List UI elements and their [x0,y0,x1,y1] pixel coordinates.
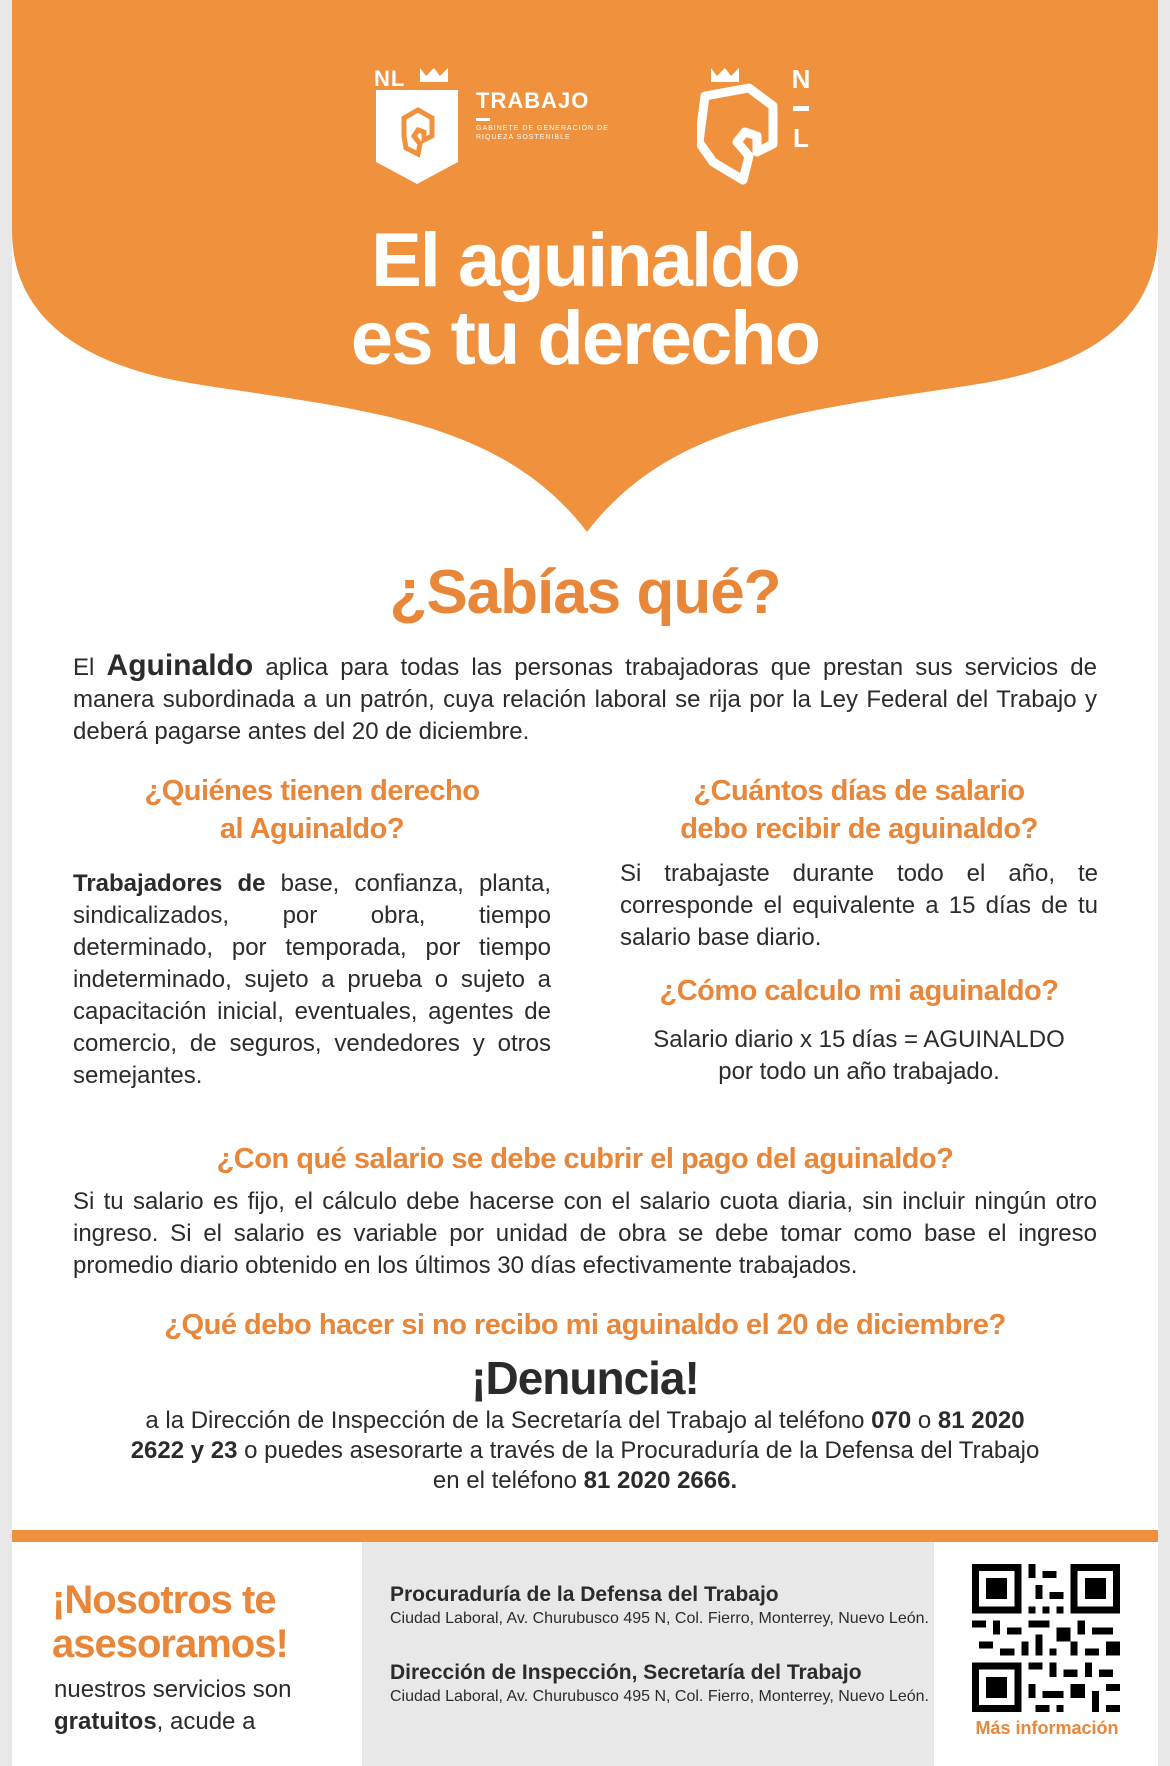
quienes-title-line2: al Aguinaldo? [219,813,405,845]
office2-address: Ciudad Laboral, Av. Churubusco 495 N, Col. Fierro, Monterrey, Nuevo León. [390,1688,929,1705]
logo-subtitle: GABINETE DE GENERACIÓN DE RIQUEZA SOSTENIBLE [476,125,609,141]
denuncia-section [73,1306,1097,1496]
page-border-right [1158,0,1170,1766]
footer-divider [12,1530,1158,1542]
nl-emblem-icon [697,66,787,188]
footer-note-bold: gratuitos [54,1708,157,1735]
intro-paragraph [73,650,1097,748]
hero-banner [12,0,1158,540]
logo-nl-text: NL [374,66,406,91]
denuncia-question: ¿Qué debo hacer si no recibo mi aguinaldo el 20 de diciembre? [164,1309,1006,1341]
footer-note [54,1674,354,1738]
intro-prefix: El [73,654,95,681]
logo-dash [476,118,490,121]
footer-slogan [52,1578,352,1666]
nl-vertical-letters [789,66,813,151]
calculo-formula [620,1024,1098,1088]
denuncia-or: o [917,1407,932,1434]
quienes-body-rest: base, confianza, planta, sindicalizados, por obra, tiempo determinado, por temporada, por tiempo indeterminado, sujeto a prueba o sujeto a capacitación inicial, eventuales, agentes de comercio, de seguros, vendedores y otros semejantes. [73,870,552,1089]
qr-code-icon[interactable] [972,1564,1120,1712]
denuncia-text [73,1406,1097,1496]
denuncia-text2: o puedes asesorarte a través de la Procuraduría de la Defensa del Trabajo en el teléfono [244,1437,1040,1494]
nl-letter-n: N [791,64,811,94]
hero-title [12,218,1158,381]
cuantos-body: Si trabajaste durante todo el año, te corresponde el equivalente a 15 días de tu salario base diario. [620,860,1098,951]
office-inspeccion [390,1660,930,1708]
hero-title-line1: El aguinaldo [371,218,799,303]
salario-body: Si tu salario es fijo, el cálculo debe hacerse con el salario cuota diaria, sin incluir ningún otro ingreso. Si el salario es variable por unidad de obra se debe tomar como base el ingreso promedio diario obtenido en los últimos 30 días efectivamente trabajados. [73,1188,1097,1279]
logo-trabajo-text: TRABAJO [476,88,590,113]
denuncia-phone1: 070 [871,1407,912,1434]
quienes-title-line1: ¿Quiénes tienen derecho [144,775,480,807]
cuantos-title-line2: debo recibir de aguinaldo? [680,813,1038,845]
hero-title-line2: es tu derecho [350,296,820,381]
office1-title: Procuraduría de la Defensa del Trabajo [390,1583,779,1606]
quienes-column [73,772,551,1092]
cuantos-title-line1: ¿Cuántos días de salario [693,775,1025,807]
salario-title: ¿Con qué salario se debe cubrir el pago del aguinaldo? [216,1143,954,1175]
footer-slogan-line2: asesoramos! [52,1622,288,1666]
qr-label[interactable]: Más información [975,1718,1119,1738]
denuncia-phone3: 81 2020 2666. [583,1467,738,1494]
trabajo-logo [374,66,634,186]
denuncia-phone2: 81 2020 2622 y 23 [130,1407,1025,1464]
nl-letter-dash [793,106,809,111]
quienes-title [73,772,551,848]
intro-bold: Aguinaldo [106,649,254,682]
nl-letter-l: L [793,123,809,153]
offices-panel [362,1542,934,1766]
intro-rest: aplica para todas las personas trabajadoras que prestan sus servicios de manera subordinada a un patrón, cuya relación laboral se rija por la Ley Federal del Trabajo y deberá pagarse antes del 20 de diciembre. [73,654,1097,745]
office2-title: Dirección de Inspección, Secretaría del Trabajo [390,1661,862,1684]
calculo-title: ¿Cómo calculo mi aguinaldo? [659,975,1059,1007]
denuncia-title: ¡Denuncia! [471,1352,699,1404]
cuantos-column [620,772,1098,1088]
footer-note-prefix: nuestros servicios son [54,1676,292,1703]
footer-slogan-line1: ¡Nosotros te [52,1578,276,1622]
denuncia-text1: a la Dirección de Inspección de la Secretaría del Trabajo al teléfono [145,1407,865,1434]
calculo-line2: por todo un año trabajado. [718,1058,1000,1085]
office1-address: Ciudad Laboral, Av. Churubusco 495 N, Col. Fierro, Monterrey, Nuevo León. [390,1610,929,1627]
page-border-left [0,0,12,1766]
cuantos-title [620,772,1098,848]
nl-emblem-logo [697,66,827,188]
footer [12,1542,1158,1766]
sabias-title: ¿Sabías qué? [389,558,781,627]
office-procuraduria [390,1582,930,1630]
salario-section [73,1140,1097,1282]
footer-note-suffix: , acude a [156,1708,256,1735]
quienes-body [73,868,551,1092]
quienes-body-bold: Trabajadores de [73,870,266,897]
calculo-line1: Salario diario x 15 días = AGUINALDO [653,1026,1065,1053]
